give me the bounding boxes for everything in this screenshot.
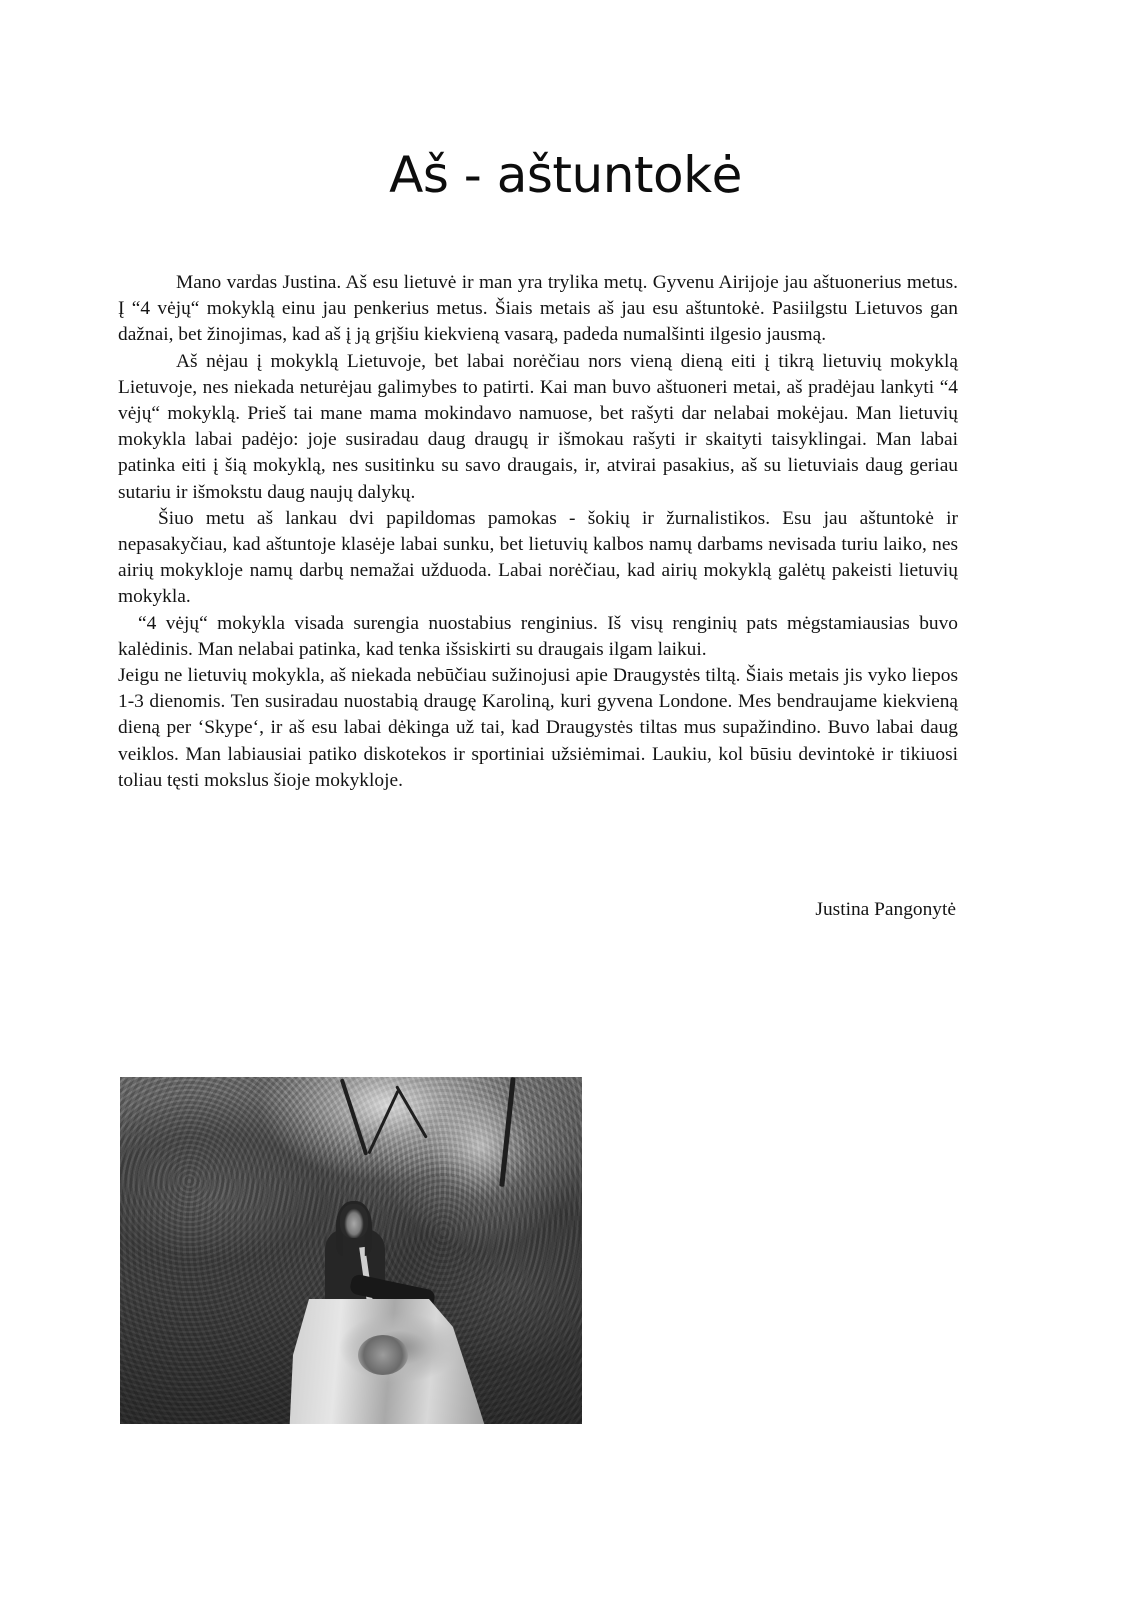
paragraph-school-experience: Aš nėjau į mokyklą Lietuvoje, bet labai norėčiau nors vieną dieną eiti į tikrą lietuvių mokyklą Lietuvoje, nes niekada neturėjau galimybes to patirti. Kai man buvo aštuoneri metai, aš pradėjau lankyti “4 vėjų“ mokyklą. Prieš tai mane mama mokindavo namuose, bet rašyti dar nelabai mokėjau. Man lietuvių mokykla labai padėjo: joje susiradau daug draugų ir išmokau rašyti ir skaityti taisyklingai. Man labai patinka eiti į šią mokyklą, nes susitinku su savo draugais, ir, atvirai pasakius, aš su lietuviais daug geriau sutariu ir išmokstu daug naujų dalykų. [118, 350, 958, 503]
author-signature: Justina Pangonytė [815, 899, 956, 920]
paragraph-events: “4 vėjų“ mokykla visada surengia nuostabius renginius. Iš visų renginių pats mėgstamiausias buvo kalėdinis. Man nelabai patinka, kad tenka išsiskirti su draugais ilgam laikui. [118, 612, 958, 660]
article-body [118, 270, 958, 794]
paragraph-extra-lessons: Šiuo metu aš lankau dvi papildomas pamokas - šokių ir žurnalistikos. Esu jau aštuntokė ir nepasakyčiau, kad aštuntoje klasėje labai sunku, bet lietuvių kalbos namų darbams nevisada turiu laiko, nes airių mokykloje namų darbų nemažai užduoda. Labai norėčiau, kad airių mokyklą galėtų pakeisti lietuvių mokykla. [118, 507, 958, 608]
page-title: Aš - aštuntokė [389, 146, 742, 204]
paragraph-friendship-bridge: Jeigu ne lietuvių mokykla, aš niekada nebūčiau sužinojusi apie Draugystės tiltą. Šiais metais jis vyko liepos 1-3 dienomis. Ten susiradau nuostabią draugę Karoliną, kuri gyvena Londone. Mes bendraujame kiekvieną dieną per ‘Skype‘, ir aš esu labai dėkinga už tai, kad Draugystės tiltas mus supažindino. Buvo labai daug veiklos. Man labiausiai patiko diskotekos ir sportiniai užsiėmimai. Laukiu, kol būsiu devintokė ir tikiuosi toliau tęsti mokslus šioje mokykloje. [118, 665, 958, 791]
stump-knot [358, 1335, 408, 1375]
person-face [340, 1204, 368, 1238]
photo-girl-on-tree-stump [120, 1077, 582, 1424]
paragraph-intro: Mano vardas Justina. Aš esu lietuvė ir man yra trylika metų. Gyvenu Airijoje jau aštuonerius metus. Į “4 vėjų“ mokyklą einu jau penkerius metus. Šiais metais aš jau esu aštuntokė. Pasiilgstu Lietuvos gan dažnai, bet žinojimas, kad aš į ją grįšiu kiekvieną vasarą, padeda numalšinti ilgesio jausmą. [118, 272, 958, 346]
